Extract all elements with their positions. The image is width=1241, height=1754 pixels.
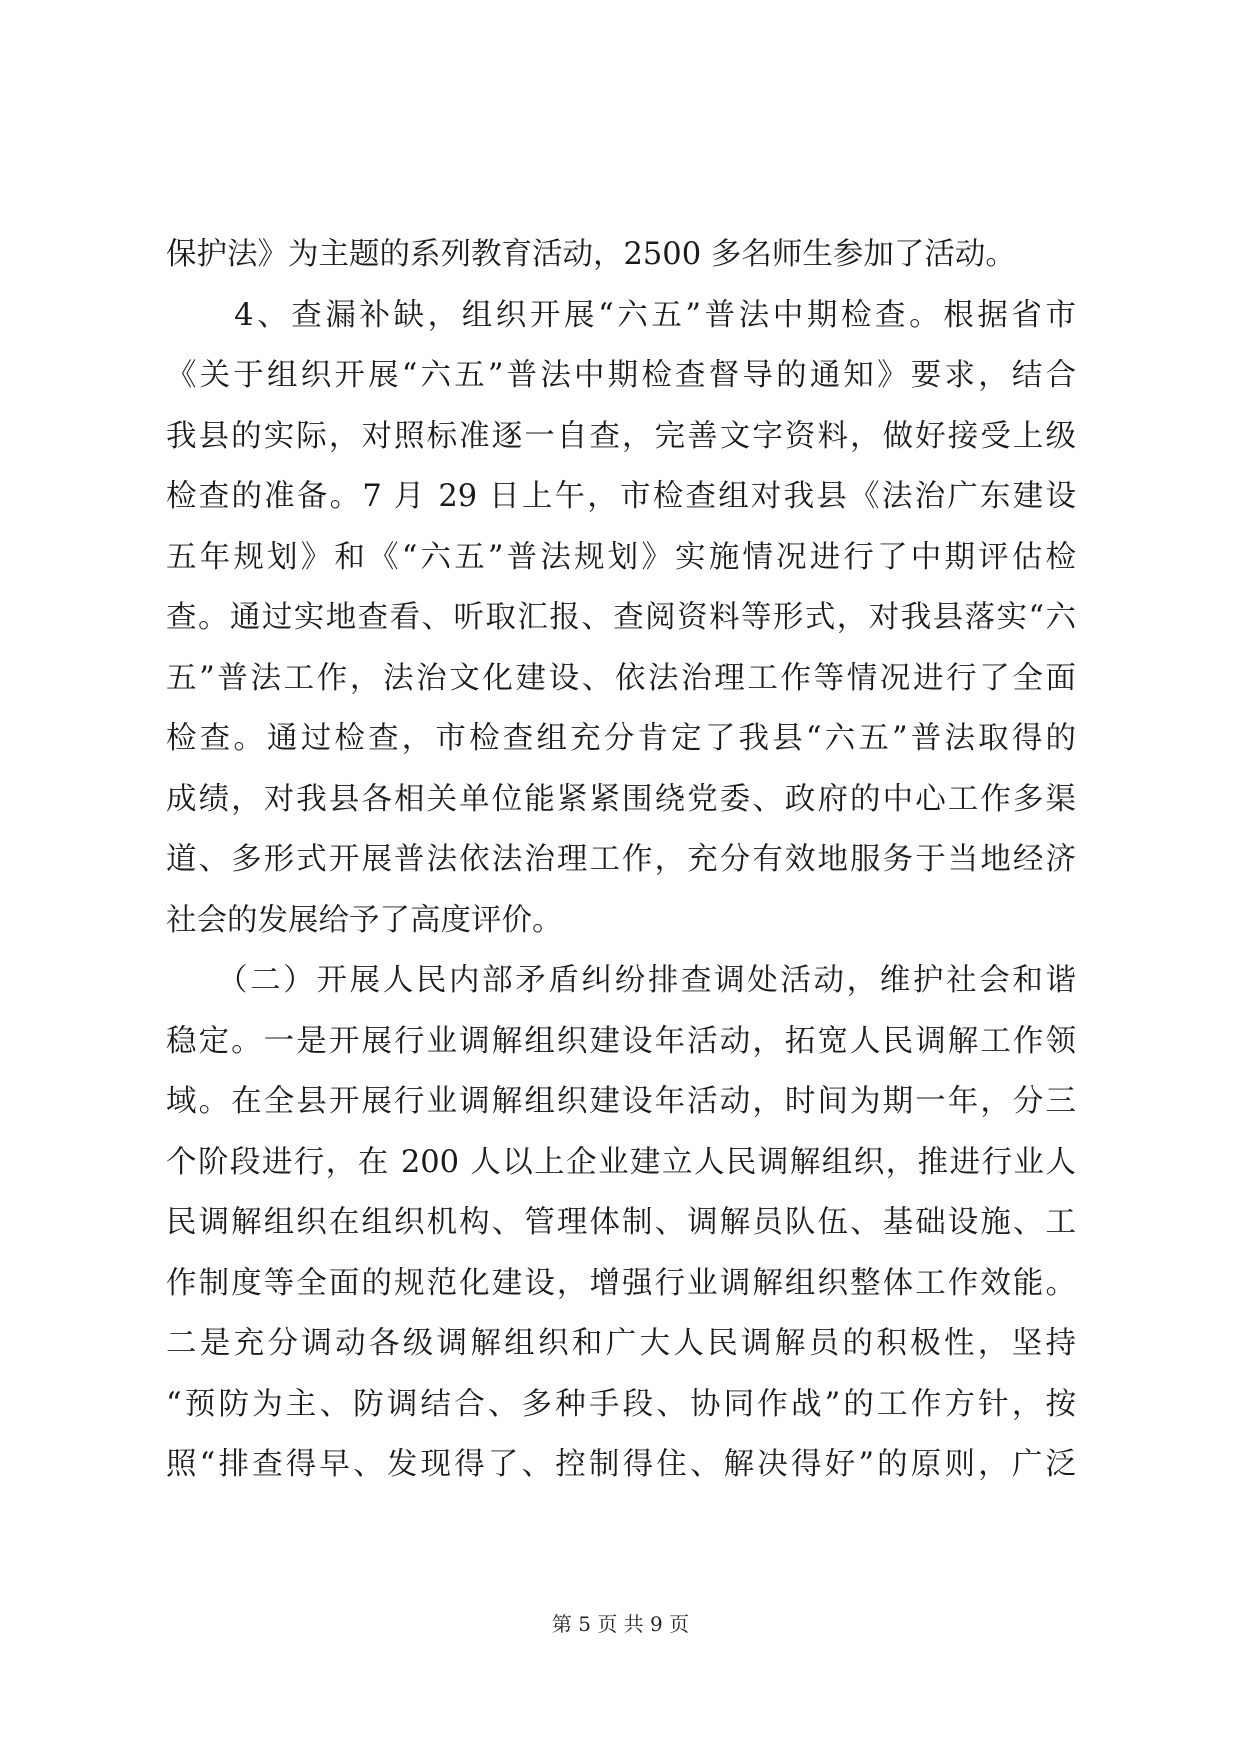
text-line: 稳定。一是开展行业调解组织建设年活动，拓宽人民调解工作领: [166, 1023, 1076, 1059]
page-number-footer: 第 5 页 共 9 页: [551, 1612, 690, 1636]
text-line: 4、查漏补缺，组织开展“六五”普法中期检查。根据省市: [166, 297, 1076, 333]
text-line: 五年规划》和《“六五”普法规划》实施情况进行了中期评估检: [166, 539, 1076, 575]
text-line: 我县的实际，对照标准逐一自查，完善文字资料，做好接受上级: [166, 418, 1076, 454]
text-line: 检查的准备。7 月 29 日上午，市检查组对我县《法治广东建设: [166, 479, 1076, 514]
text-line: “预防为主、防调结合、多种手段、协同作战”的工作方针，按: [166, 1386, 1076, 1422]
text-line: 照“排查得早、发现得了、控制得住、解决得好”的原则，广泛: [166, 1447, 1076, 1482]
text-line: 社会的发展给予了高度评价。: [166, 902, 563, 938]
text-line: 域。在全县开展行业调解组织建设年活动，时间为期一年，分三: [166, 1084, 1076, 1119]
text-line: 保护法》为主题的系列教育活动，2500 多名师生参加了活动。: [166, 237, 1016, 272]
text-line: 道、多形式开展普法依法治理工作，充分有效地服务于当地经济: [166, 842, 1076, 877]
text-line: 个阶段进行，在 200 人以上企业建立人民调解组织，推进行业人: [166, 1144, 1076, 1180]
text-line: 成绩，对我县各相关单位能紧紧围绕党委、政府的中心工作多渠: [166, 781, 1076, 817]
text-line: 民调解组织在组织机构、管理体制、调解员队伍、基础设施、工: [166, 1205, 1076, 1240]
text-line: 作制度等全面的规范化建设，增强行业调解组织整体工作效能。: [166, 1265, 1076, 1301]
text-line: 检查。通过检查，市检查组充分肯定了我县“六五”普法取得的: [166, 721, 1076, 756]
text-line: （二）开展人民内部矛盾纠纷排查调处活动，维护社会和谐: [166, 963, 1076, 998]
body-text: [166, 225, 1076, 1496]
text-line: 五”普法工作，法治文化建设、依法治理工作等情况进行了全面: [166, 660, 1076, 696]
text-line: 二是充分调动各级调解组织和广大人民调解员的积极性，坚持: [166, 1326, 1076, 1361]
text-line: 查。通过实地查看、听取汇报、查阅资料等形式，对我县落实“六: [166, 600, 1076, 635]
text-line: 《关于组织开展“六五”普法中期检查督导的通知》要求，结合: [166, 358, 1076, 393]
